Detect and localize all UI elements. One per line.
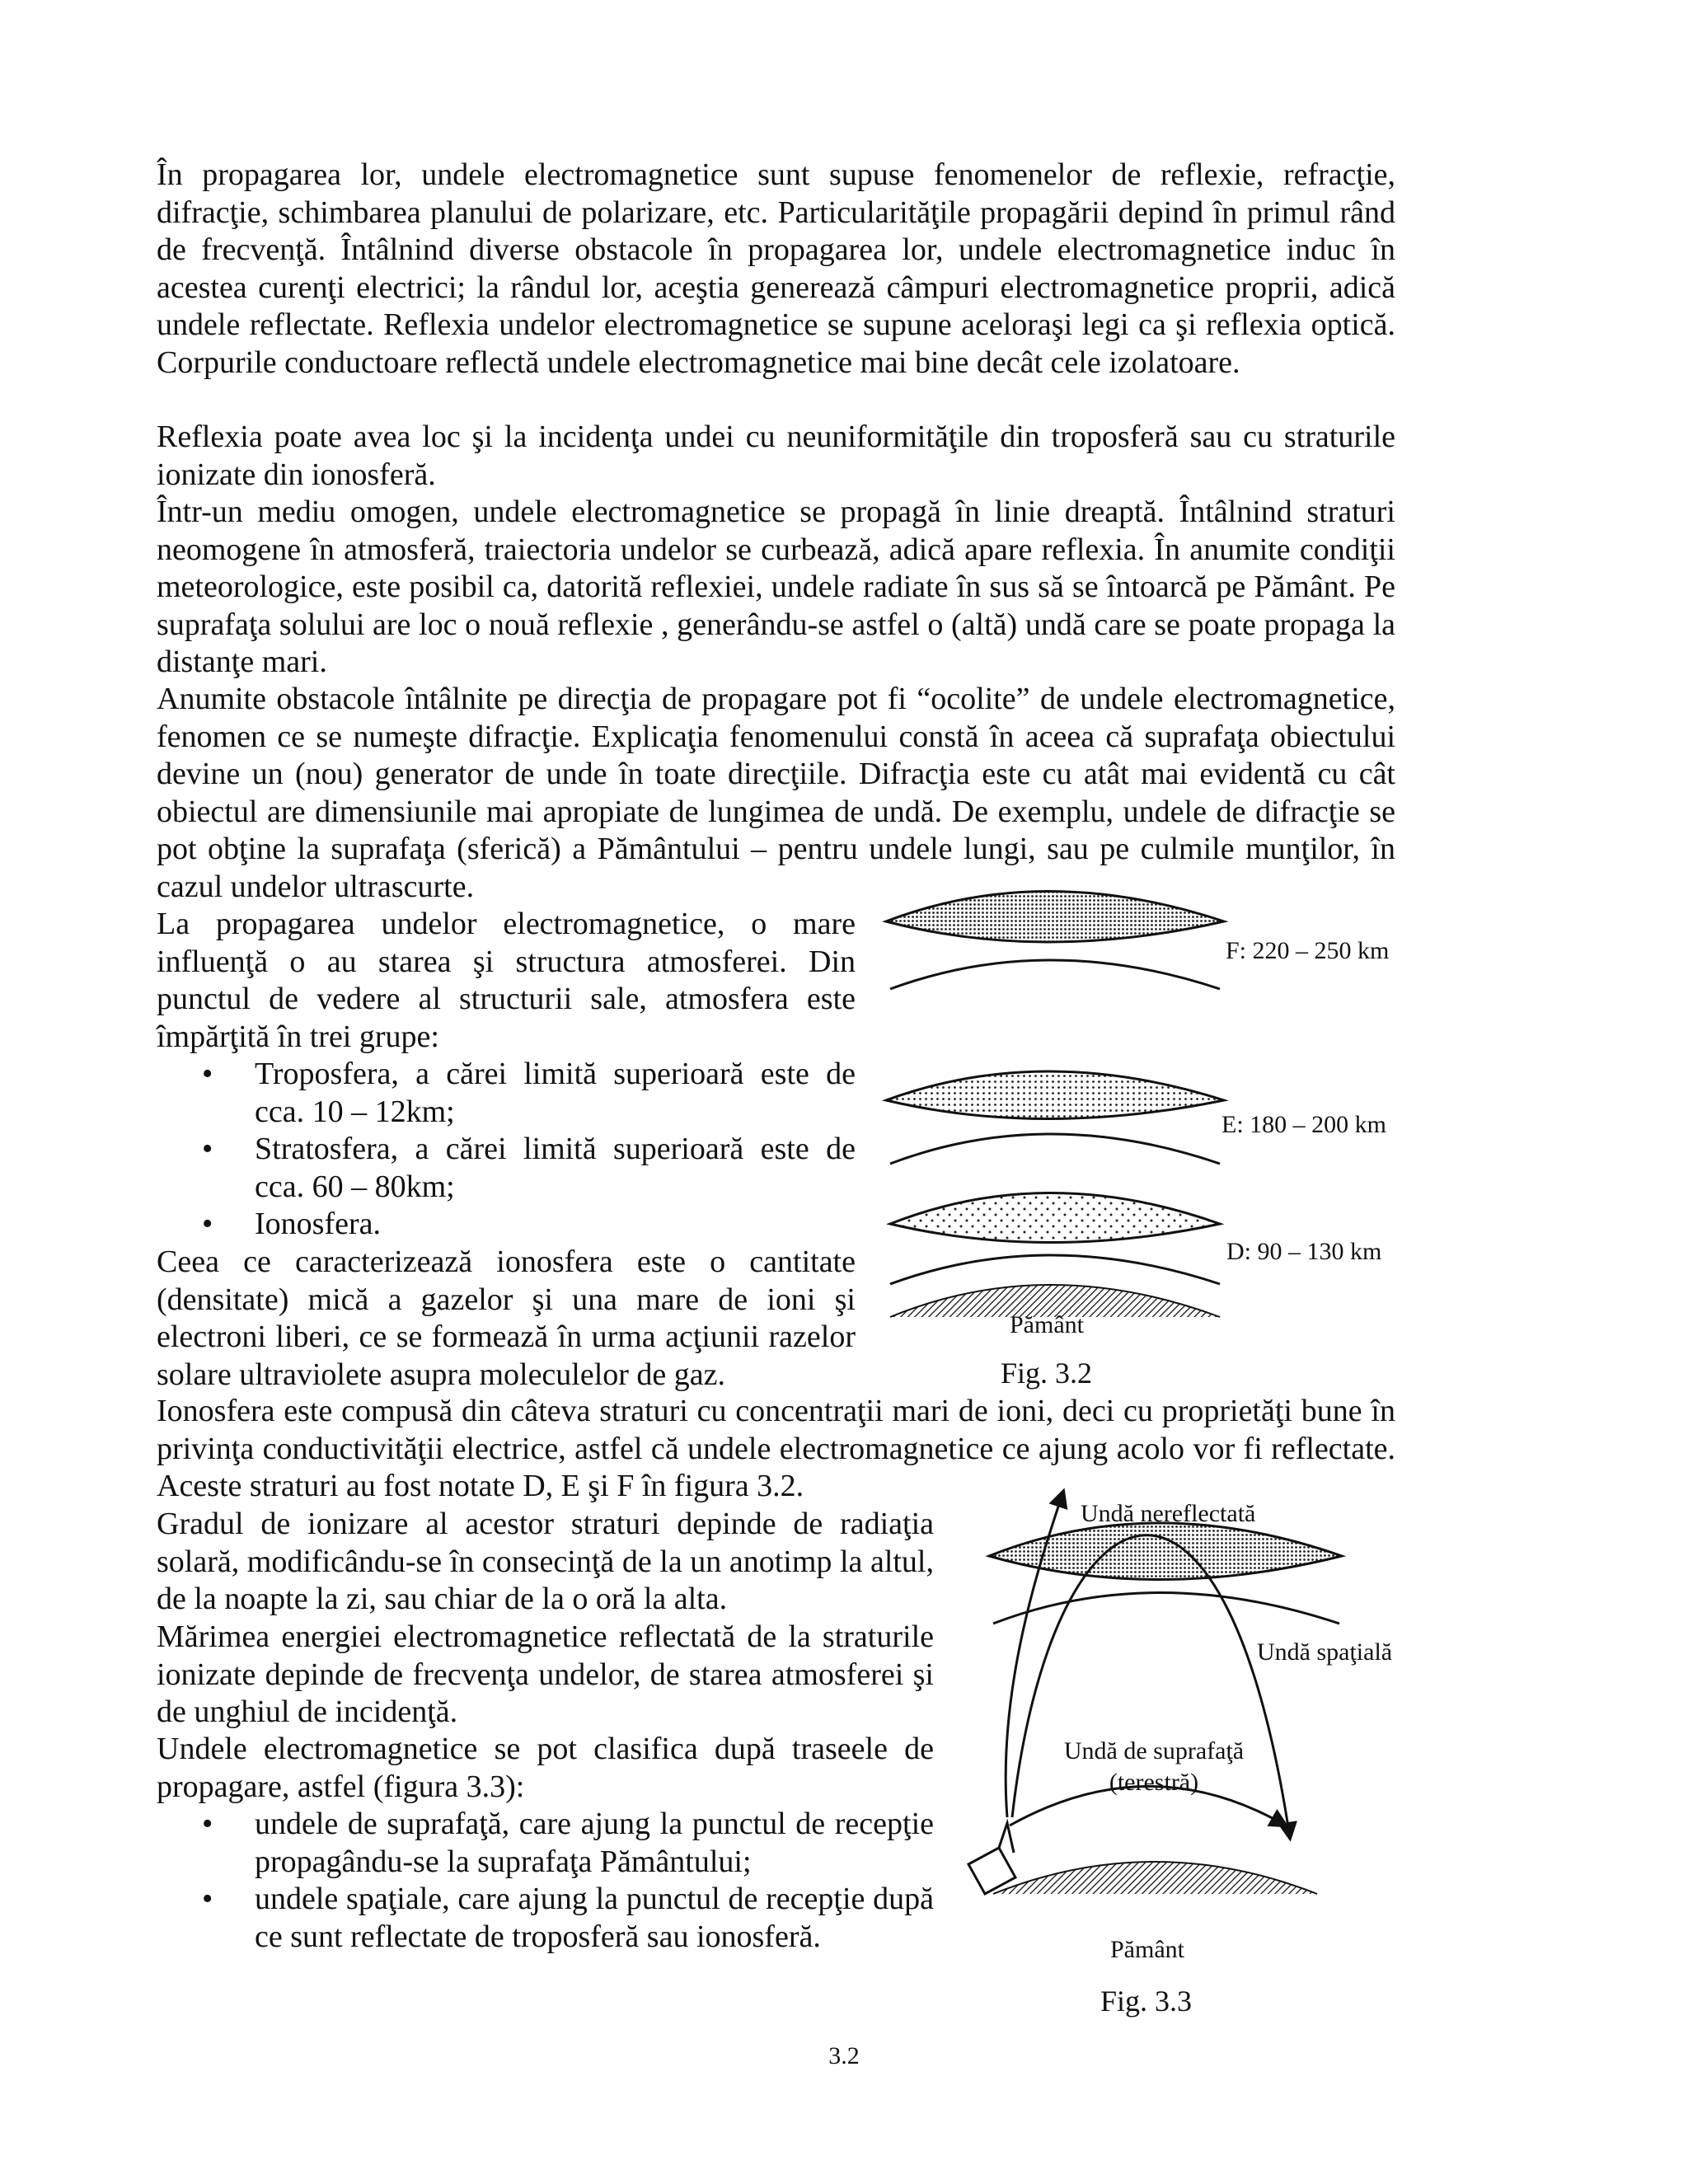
- bullet-glyph: •: [202, 1132, 213, 1166]
- paragraph-classification: Undele electromagnetice se pot clasifica după traseele de propagare, astfel (figura 3.3):: [157, 1732, 934, 1804]
- fig33-antenna-icon: [968, 1823, 1015, 1894]
- paragraph-diffraction: Anumite obstacole întâlnite pe direcţia de propagare pot fi “ocolite” de undele electromagnetice, fenomen ce se numeşte difracţie. Explicaţia fenomenului constă în aceea că suprafaţa obiectului devine un (nou) generator de unde în toate direcţiile. Difracţia este cu atât mai evidentă cu cât obiectul are dimensiunile mai apropiate de lungimea de undă. De exemplu, undele de difracţie se pot obţine la suprafaţa (sferică) a Pământului – pentru undele lungi, sau pe culmile munţilor, în cazul undelor ultrascurte.: [157, 682, 1395, 904]
- fig33-label-terrestrial: (terestră): [1109, 1769, 1199, 1796]
- paragraph-reflection-intro: În propagarea lor, undele electromagnetice sunt supuse fenomenelor de reflexie, refracţie, difracţie, schimbarea planului de polarizare, etc. Particularităţile propagării depind în primul rând de frecvenţă. Întâlnind diverse obstacole în propagarea lor, undele electromagnetice induc în acestea curenţi electrici; la rândul lor, aceştia generează câmpuri electromagnetice proprii, adică undele reflectate. Reflexia undelor electromagnetice se supune aceloraşi legi ca şi reflexia optică. Corpurile conductoare reflectă undele electromagnetice mai bine decât cele izolatoare.: [157, 157, 1395, 380]
- bullet-glyph: •: [202, 1807, 213, 1841]
- fig32-caption: Fig. 3.2: [1001, 1357, 1093, 1390]
- fig32-label-f: F: 220 – 250 km: [1226, 937, 1390, 964]
- fig32-layer-d: [890, 1193, 1220, 1285]
- paragraph-reflected-energy: Mărimea energiei electromagnetice reflectată de la straturile ionizate depinde de frecvenţa undelor, de starea atmosferei şi de unghiul de incidenţă.: [157, 1619, 934, 1729]
- paragraph-reflection-troposphere: Reflexia poate avea loc şi la incidenţa undei cu neuniformităţile din troposferă sau cu straturile ionizate din ionosferă.: [157, 419, 1395, 492]
- fig33-label-unreflected: Undă nereflectată: [1081, 1500, 1256, 1527]
- page-number: 3.2: [828, 2042, 860, 2069]
- bullet-glyph: •: [202, 1207, 213, 1241]
- fig33-label-space-wave: Undă spaţială: [1257, 1638, 1393, 1666]
- list-item-text: undele spaţiale, care ajung la punctul de recepţie după ce sunt reflectate de troposferă sau ionosferă.: [255, 1882, 934, 1954]
- paragraph-atmosphere: La propagarea undelor electromagnetice, o mare influenţă o au starea şi structura atmosferei. Din punctul de vedere al structurii sale, atmosfera este împărţită în trei grupe:: [157, 907, 856, 1054]
- paragraph-ionization-degree: Gradul de ionizare al acestor straturi depinde de radiaţia solară, modificându-se în consecinţă de la un anotimp la altul, de la noapte la zi, sau chiar de la o oră la alta.: [157, 1507, 934, 1616]
- paragraph-ionosphere-characteristics: Ceea ce caracterizează ionosfera este o cantitate (densitate) mică a gazelor şi una mare de ioni şi electroni liberi, ce se formează în urma acţiunii razelor solare ultraviolete asupra moleculelor de gaz.: [157, 1244, 856, 1392]
- paragraph-ionosphere-layers: Ionosfera este compusă din câteva straturi cu concentraţii mari de ioni, deci cu proprietăţi bune în privinţa conductivităţii electrice, astfel că undele electromagnetice ce ajung acolo vor fi reflectate. Aceste straturi au fost notate D, E şi F în figura 3.2.: [157, 1394, 1395, 1503]
- fig32-layer-e: [886, 1071, 1224, 1164]
- fig32-label-e: E: 180 – 200 km: [1221, 1111, 1386, 1138]
- fig32-layer-f: [886, 892, 1224, 990]
- list-item-text: Stratosfera, a cărei limită superioară este de cca. 60 – 80km;: [255, 1132, 856, 1204]
- paragraph-homogeneous-medium: Într-un mediu omogen, undele electromagnetice se propagă în linie dreaptă. Întâlnind straturi neomogene în atmosferă, traiectoria undelor se curbează, adică apare reflexia. În anumite condiţii meteorologice, este posibil ca, datorită reflexiei, undele radiate în sus să se întoarcă pe Pământ. Pe suprafaţa solului are loc o nouă reflexie , generându-se astfel o (altă) undă care se poate propaga la distanţe mari.: [157, 494, 1395, 679]
- list-item-text: undele de suprafaţă, care ajung la punctul de recepţie propagându-se la suprafaţa Pământului;: [255, 1807, 934, 1879]
- bullet-glyph: •: [202, 1057, 213, 1091]
- fig33-label-surface-wave: Undă de suprafaţă: [1063, 1737, 1245, 1765]
- fig33-earth: [993, 1862, 1317, 1894]
- list-item-text: Ionosfera.: [255, 1207, 381, 1241]
- bullet-glyph: •: [202, 1882, 213, 1916]
- fig32-label-d: D: 90 – 130 km: [1226, 1238, 1382, 1265]
- list-item-text: Troposfera, a cărei limită superioară este de cca. 10 – 12km;: [255, 1057, 856, 1129]
- fig33-label-earth: Pământ: [1110, 1936, 1184, 1963]
- fig32-label-earth: Pământ: [1010, 1311, 1084, 1338]
- fig33-caption: Fig. 3.3: [1100, 1985, 1193, 2018]
